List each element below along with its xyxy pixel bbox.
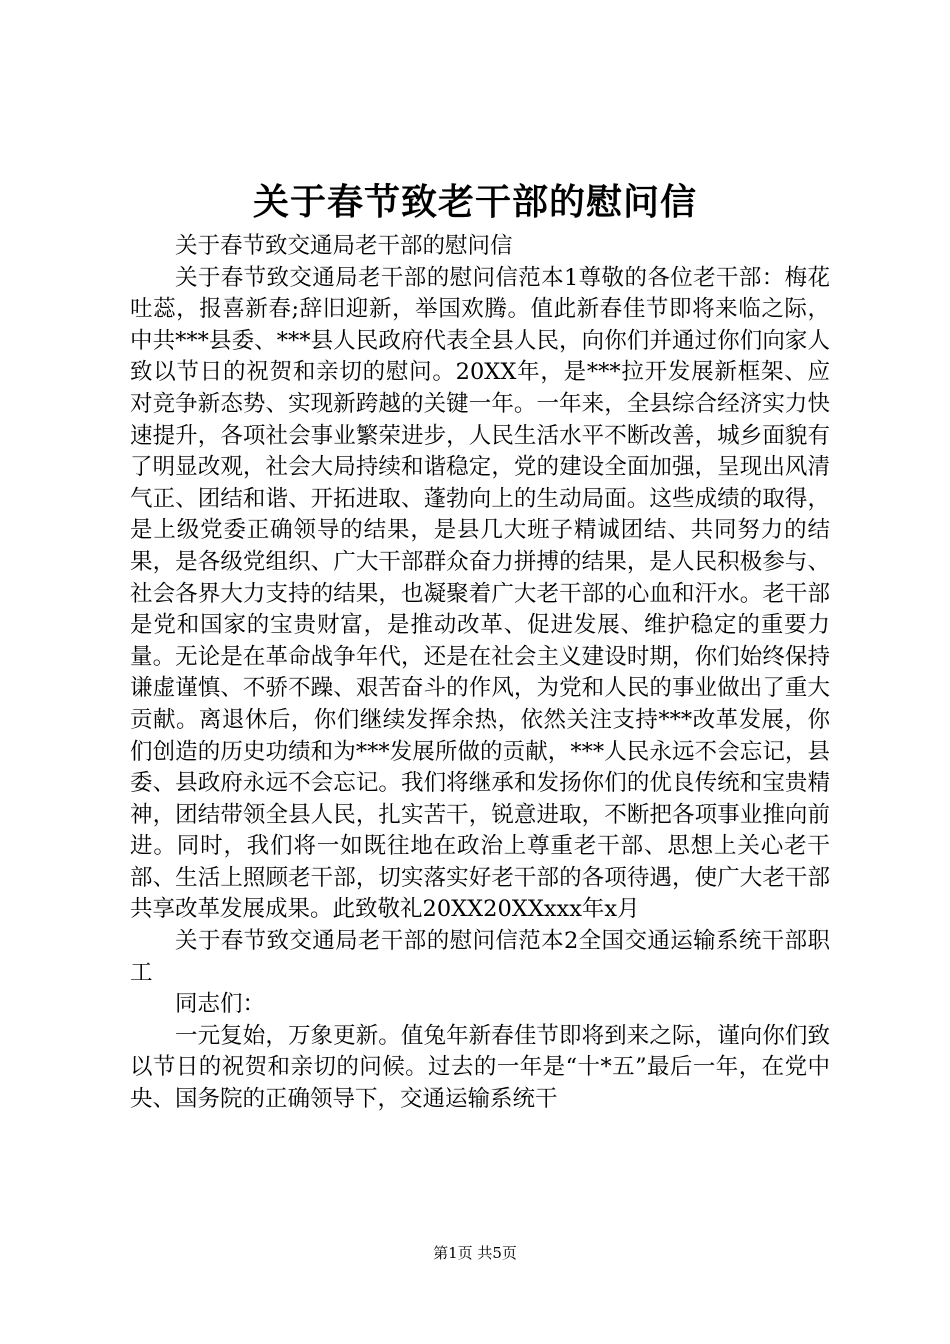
subtitle-paragraph: 关于春节致交通局老干部的慰问信 xyxy=(175,233,513,259)
body-paragraph: 关于春节致交通局老干部的慰问信范本2全国交通运输系统干部职工 xyxy=(130,928,830,986)
body-paragraph: 关于春节致交通局老干部的慰问信范本1尊敬的各位老干部：梅花吐蕊，报喜新春;辞旧迎新，举国欢腾。值此新春佳节即将来临之际，中共***县委、***县人民政府代表全县人民，向你们并通过你们向家人致以节日的祝贺和亲切的慰问。20XX年，是***拉开发展新框架、应对竞争新态势、实现新跨越的关键一年。一年来，全县综合经济实力快速提升，各项社会事业繁荣进步，人民生活水平不断改善，城乡面貌有了明显改观，社会大局持续和谐稳定，党的建设全面加强，呈现出风清气正、团结和谐、开拓进取、蓬勃向上的生动局面。这些成绩的取得，是上级党委正确领导的结果，是县几大班子精诚团结、共同努力的结果，是各级党组织、广大干部群众奋力拼搏的结果，是人民积极参与、社会各界大力支持的结果，也凝聚着广大老干部的心血和汗水。老干部是党和国家的宝贵财富，是推动改革、促进发展、维护稳定的重要力量。无论是在革命战争年代，还是在社会主义建设时期，你们始终保持谦虚谨慎、不骄不躁、艰苦奋斗的作风，为党和人民的事业做出了重大贡献。离退休后，你们继续发挥余热，依然关注支持***改革发展，你们创造的历史功绩和为***发展所做的贡献，***人民永远不会忘记，县委、县政府永远不会忘记。我们将继承和发扬你们的优良传统和宝贵精神，团结带领全县人民，扎实苦干，锐意进取，不断把各项事业推向前进。同时，我们将一如既往地在政治上尊重老干部、思想上关心老干部、生活上照顾老干部，切实落实好老干部的各项待遇，使广大老干部共享改革发展成果。此致敬礼20XX20XXxxx年x月 xyxy=(130,264,830,923)
page-number-footer: 第1页 共5页 xyxy=(433,1244,517,1262)
body-paragraph: 一元复始，万象更新。值兔年新春佳节即将到来之际，谨向你们致以节日的祝贺和亲切的问候。过去的一年是“十*五”最后一年，在党中央、国务院的正确领导下，交通运输系统干 xyxy=(130,1022,830,1113)
document-title: 关于春节致老干部的慰问信 xyxy=(252,181,697,223)
document-body xyxy=(130,231,830,1116)
salutation-paragraph: 同志们： xyxy=(175,991,266,1018)
